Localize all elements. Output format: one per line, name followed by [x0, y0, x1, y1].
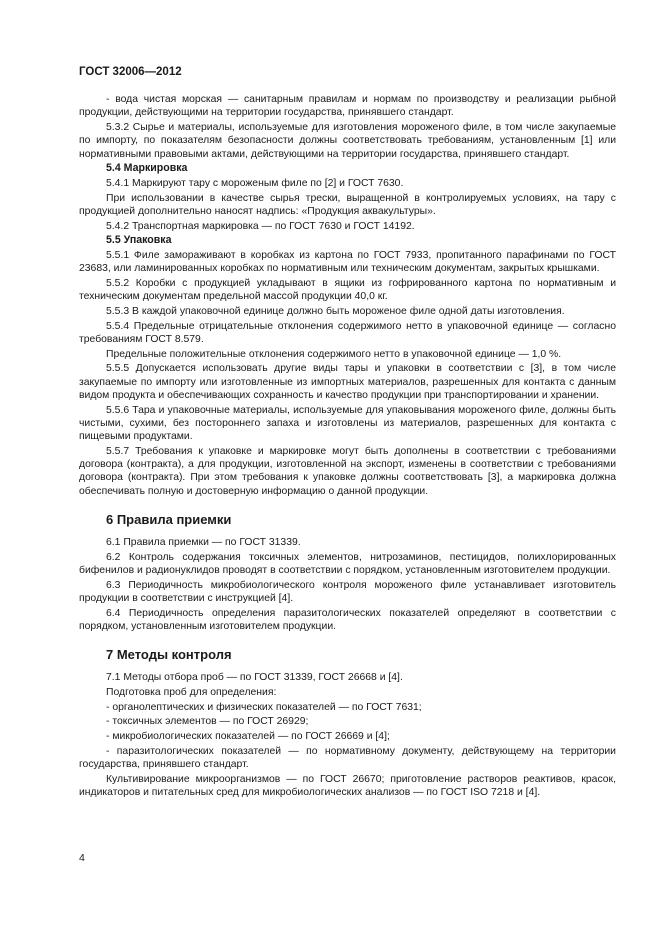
- paragraph: 5.5.5 Допускается использовать другие виды тары и упаковки в соответствии с [3], в том числе закупаемые по импорту или изготовленные из импортных материалов, разрешенных для контакта с данным видом продукта и обеспечивающих сохранность и качество продукции при транспортировании и хранении.: [79, 363, 616, 401]
- paragraph: 5.3.2 Сырье и материалы, используемые для изготовления мороженого филе, в том числе закупаемые по импорту, по показателям безопасности должны соответствовать требованиям, установленным [1] или нормативными правовыми актами, действующими на территории государства, принявшего стандарт.: [79, 121, 616, 160]
- paragraph: Подготовка проб для определения:: [106, 687, 277, 699]
- paragraph: При использовании в качестве сырья трески, выращенной в контролируемых условиях, на тару с продукцией дополнительно наносят надпись: «Продукция аквакультуры».: [79, 192, 616, 217]
- paragraph: 6.3 Периодичность микробиологического контроля мороженого филе устанавливает изготовитель продукции в соответствии с инструкцией [4].: [79, 579, 616, 605]
- subsection-heading: 5.4 Маркировка: [106, 162, 188, 175]
- paragraph: 7.1 Методы отбора проб — по ГОСТ 31339, ГОСТ 26668 и [4].: [106, 672, 403, 684]
- paragraph: Предельные положительные отклонения содержимого нетто в упаковочной единице — 1,0 %.: [106, 348, 562, 360]
- paragraph: - паразитологических показателей — по нормативному документу, действующему на территории государства, принявшего стандарт.: [79, 745, 616, 771]
- document-body: [79, 93, 616, 801]
- section-heading: 7 Методы контроля: [106, 647, 232, 663]
- list-item: - токсичных элементов — по ГОСТ 26929;: [106, 716, 309, 728]
- paragraph: 6.1 Правила приемки — по ГОСТ 31339.: [106, 537, 301, 549]
- paragraph: 5.5.1 Филе замораживают в коробках из картона по ГОСТ 7933, пропитанного парафинами по ГОСТ 23683, или ламинированных коробках по нормативным или техническим документам, закрытых крышками.: [79, 250, 616, 275]
- page-number: 4: [79, 852, 85, 864]
- list-item: - микробиологических показателей — по ГОСТ 26669 и [4];: [106, 731, 390, 743]
- document-header: ГОСТ 32006—2012: [79, 66, 182, 78]
- paragraph: 5.5.7 Требования к упаковке и маркировке могут быть дополнены в соответствии с требованиями договора (контракта), а для продукции, изготовленной на экспорт, изменены в соответствии с требованиями договора (контракта). При этом требования к упаковке должны соответствовать [3], а маркировка должна обеспечивать полную и достоверную информацию о данной продукции.: [79, 445, 616, 497]
- paragraph: 6.2 Контроль содержания токсичных элементов, нитрозаминов, пестицидов, полихлорированных бифенилов и радионуклидов проводят в соответствии с порядком, установленным изготовителем продукции.: [79, 551, 616, 577]
- paragraph: - вода чистая морская — санитарным правилам и нормам по производству и реализации рыбной продукции, действующими на территории государства, принявшего стандарт.: [79, 94, 616, 119]
- subsection-heading: 5.5 Упаковка: [106, 234, 172, 247]
- section-heading: 6 Правила приемки: [106, 512, 232, 528]
- list-item: - органолептических и физических показателей — по ГОСТ 7631;: [106, 701, 422, 713]
- paragraph: 5.5.6 Тара и упаковочные материалы, используемые для упаковывания мороженого филе, должны быть чистыми, сухими, без постороннего запаха и изготовлены из материалов, разрешенных для контакта с пищевыми продуктами.: [79, 404, 616, 443]
- paragraph: 5.4.2 Транспортная маркировка — по ГОСТ 7630 и ГОСТ 14192.: [106, 220, 415, 232]
- paragraph: 6.4 Периодичность определения паразитологических показателей определяют в соответствии с порядком, установленным изготовителем продукции.: [79, 607, 616, 633]
- paragraph: 5.4.1 Маркируют тару с мороженым филе по [2] и ГОСТ 7630.: [106, 177, 404, 189]
- paragraph: 5.5.4 Предельные отрицательные отклонения содержимого нетто в упаковочной единице — согласно требованиям ГОСТ 8.579.: [79, 320, 616, 345]
- paragraph: 5.5.3 В каждой упаковочной единице должно быть мороженое филе одной даты изготовления.: [106, 305, 565, 317]
- paragraph: 5.5.2 Коробки с продукцией укладывают в ящики из гофрированного картона по нормативным и техническим документам предельной массой продукции 40,0 кг.: [79, 277, 616, 303]
- paragraph: Культивирование микроорганизмов — по ГОСТ 26670; приготовление растворов реактивов, красок, индикаторов и питательных сред для микробиологических анализов — по ГОСТ ISO 7218 и [4].: [79, 773, 616, 799]
